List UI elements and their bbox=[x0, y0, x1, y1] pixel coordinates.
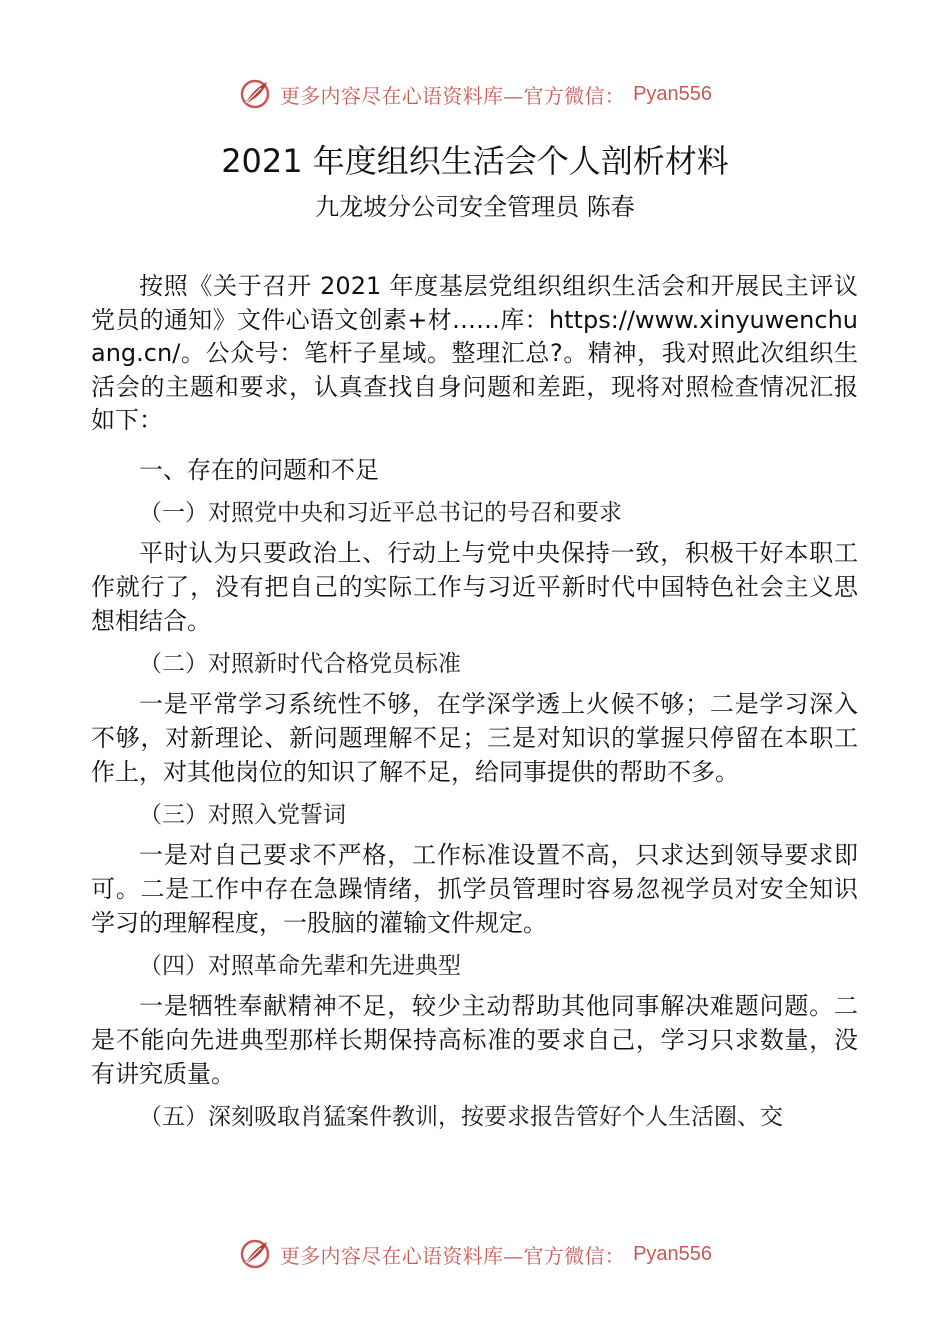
subsection-body-2: 一是平常学习系统性不够，在学深学透上火候不够；二是学习深入不够，对新理论、新问题理解不足；三是对知识的掌握只停留在本职工作上，对其他岗位的知识了解不足，给同事提供的帮助不多。 bbox=[91, 689, 858, 786]
document-title: 2021 年度组织生活会个人剖析材料 bbox=[221, 142, 729, 180]
subsection-body-3: 一是对自己要求不严格，工作标准设置不高，只求达到领导要求即可。二是工作中存在急躁情绪，抓学员管理时容易忽视学员对安全知识学习的理解程度，一股脑的灌输文件规定。 bbox=[91, 840, 858, 937]
subsection-heading-3: （三）对照入党誓词 bbox=[139, 801, 346, 828]
subsection-body-1: 平时认为只要政治上、行动上与党中央保持一致，积极干好本职工作就行了，没有把自己的实际工作与习近平新时代中国特色社会主义思想相结合。 bbox=[91, 538, 858, 635]
watermark-text: 更多内容尽在心语资料库—官方微信： bbox=[279, 1243, 626, 1268]
section-heading-problems: 一、存在的问题和不足 bbox=[139, 455, 379, 484]
subsection-heading-2: （二）对照新时代合格党员标准 bbox=[139, 650, 461, 677]
feather-pen-icon bbox=[238, 77, 272, 111]
document-body bbox=[91, 270, 858, 1134]
header-watermark bbox=[0, 72, 950, 116]
intro-paragraph: 按照《关于召开 2021 年度基层党组织组织生活会和开展民主评议党员的通知》文件心语文创素+材……库：https://www.xinyuwenchuang.cn/。公众号：笔杆子星域。整理汇总?。精神，我对照此次组织生活会的主题和要求，认真查找自身问题和差距，现将对照检查情况汇报如下： bbox=[91, 272, 858, 434]
document-author: 九龙坡分公司安全管理员 陈春 bbox=[315, 193, 635, 221]
subsection-heading-4: （四）对照革命先辈和先进典型 bbox=[139, 952, 461, 979]
watermark-text: 更多内容尽在心语资料库—官方微信： bbox=[279, 83, 626, 108]
watermark-wechat-id: Pyan556 bbox=[633, 82, 713, 105]
footer-watermark bbox=[0, 1232, 950, 1276]
subsection-body-4: 一是牺牲奉献精神不足，较少主动帮助其他同事解决难题问题。二是不能向先进典型那样长期保持高标准的要求自己，学习只求数量，没有讲究质量。 bbox=[91, 991, 858, 1088]
watermark-wechat-id: Pyan556 bbox=[633, 1242, 713, 1265]
feather-pen-icon bbox=[238, 1237, 272, 1271]
subsection-heading-1: （一）对照党中央和习近平总书记的号召和要求 bbox=[139, 499, 622, 526]
subsection-heading-5: （五）深刻吸取肖猛案件教训，按要求报告管好个人生活圈、交 bbox=[139, 1103, 783, 1130]
